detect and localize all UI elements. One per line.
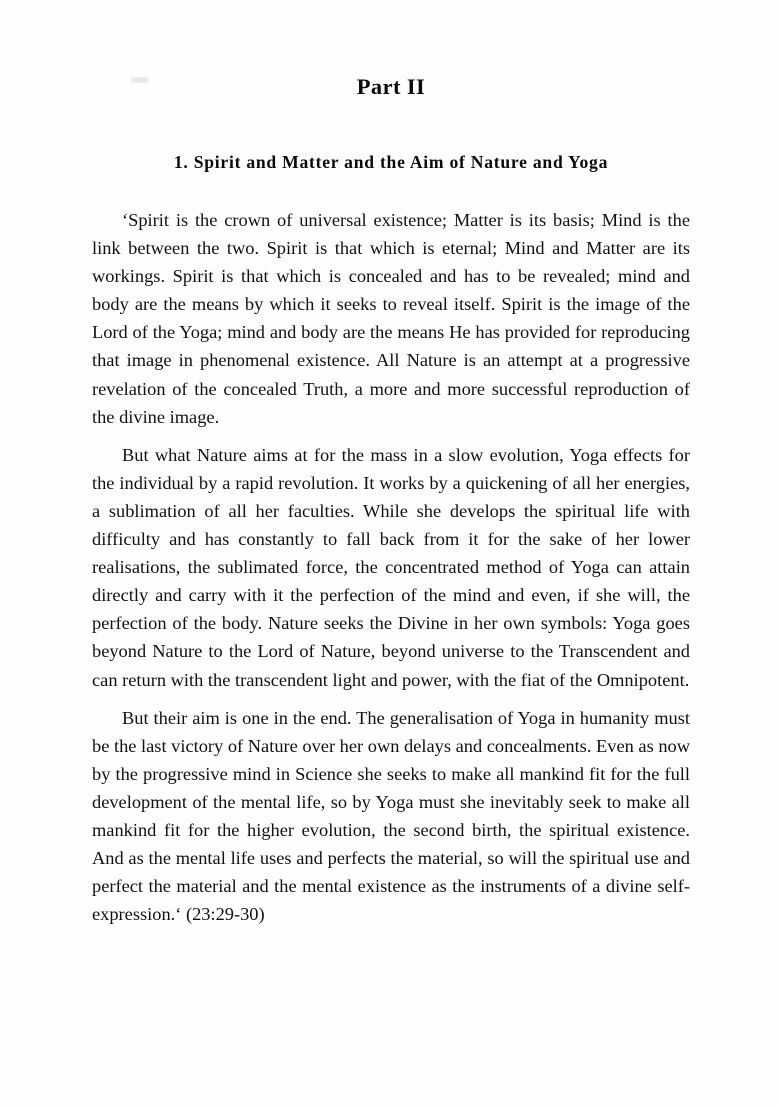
paragraph-3-text: But their aim is one in the end. The generalisation of Yoga in humanity must be the last victory of Nature over her own delays and concealments. Even as now by the progressive mind in Science she seeks to make all mankind fit for the full development of the mental life, so by Yoga must she inevitably seek to make all mankind fit for the higher evolution, the second birth, the spiritual existence. And as the mental life uses and perfects the material, so will the spiritual use and perfect the material and the mental existence as the instruments of a divine self-expression.‘ (23:29-30)	[92, 707, 691, 925]
paragraph-2-text: But what Nature aims at for the mass in a slow evolution, Yoga effects for the individual by a rapid revolution. It works by a quickening of all her energies, a sublimation of all her faculties. While she develops the spiritual life with difficulty and has constantly to fall back from it for the sake of her lower realisations, the sublimated force, the concentrated method of Yoga can attain directly and carry with it the perfection of the mind and even, if she will, the perfection of the body. Nature seeks the Divine in her own symbols: Yoga goes beyond Nature to the Lord of Nature, beyond universe to the Transcendent and can return with the transcendent light and power, with the fiat of the Omnipotent.	[92, 444, 690, 690]
paragraph-1-text: ‘Spirit is the crown of universal existence; Matter is its basis; Mind is the link between the two. Spirit is that which is eternal; Mind and Matter are its workings. Spirit is that which is concealed and has to be revealed; mind and body are the means by which it seeks to reveal itself. Spirit is the image of the Lord of the Yoga; mind and body are the means He has provided for reproducing that image in phenomenal existence. All Nature is an attempt at a progressive revelation of the concealed Truth, a more and more successful reproduction of the divine image.	[92, 210, 690, 427]
section-title: 1. Spirit and Matter and the Aim of Nature and Yoga	[173, 152, 609, 172]
paragraph-2	[92, 431, 690, 694]
part-title: Part II	[356, 74, 426, 99]
page-content	[92, 0, 690, 928]
paragraph-1	[92, 173, 690, 431]
paragraph-3	[92, 694, 690, 929]
